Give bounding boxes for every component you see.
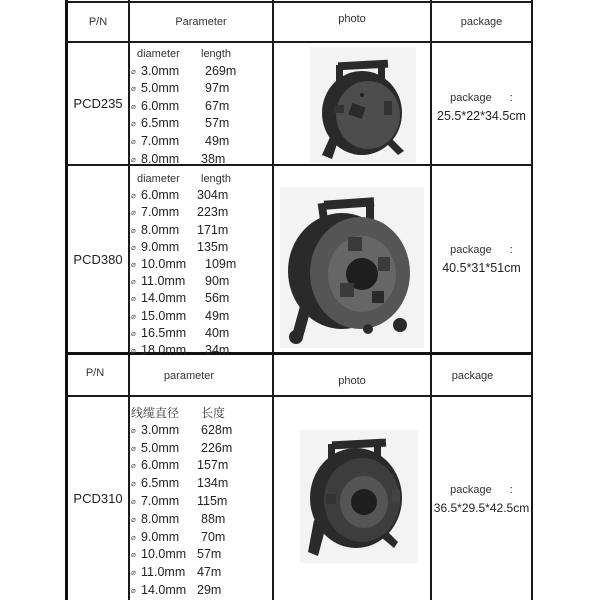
part-number: PCD380 [73,251,123,267]
header-photo: photo [338,375,366,387]
reel-illustration [310,47,416,163]
part-number: PCD310 [73,491,123,506]
header-parameter: Parameter [175,16,227,28]
reel-illustration [300,430,418,563]
package-size: 25.5*22*34.5cm [437,109,526,123]
diameter-heading: diameter [137,48,180,60]
package-info: package : 25.5*22*34.5cm [432,88,531,125]
header-package: package [451,370,494,382]
diameter-icon: ⌀ [131,66,136,76]
diameter-icon: ⌀ [131,425,136,435]
spec-row: ⌀ 7.0mm 223m [131,204,236,221]
spec-row: ⌀ 6.0mm 67m [131,98,236,116]
spec-row: ⌀ 14.0mm 29m [131,582,232,600]
cable-reel-image [280,187,424,348]
spec-list [131,405,232,600]
spec-row: ⌀ 11.0mm 47m [131,564,232,582]
diameter-icon: ⌀ [131,208,136,218]
spec-row: ⌀ 16.5mm 40m [131,325,236,342]
spec-row: ⌀ 5.0mm 226m [131,440,232,458]
diameter-icon: ⌀ [131,260,136,270]
spec-list-header [131,405,232,422]
spec-row: ⌀ 6.5mm 134m [131,475,232,493]
header-parameter: parameter [163,370,215,382]
cable-reel-image [300,430,418,563]
diameter-icon: ⌀ [131,225,136,235]
table-border-right [531,0,533,600]
header-pn: P/N [88,16,108,28]
diameter-icon: ⌀ [131,514,136,524]
spec-row: ⌀ 9.0mm 70m [131,529,232,547]
diameter-heading: 线缆直径 [131,406,180,420]
package-label: package [450,92,492,104]
spec-row: ⌀ 6.5mm 57m [131,115,236,133]
diameter-icon: ⌀ [131,328,136,338]
row-divider [65,41,533,43]
column-divider [272,0,274,600]
diameter-icon: ⌀ [131,311,136,321]
package-label: package [450,484,492,496]
spec-list-header [131,171,236,187]
diameter-icon: ⌀ [131,191,136,201]
spec-row: ⌀ 3.0mm 269m [131,63,236,81]
spec-row: ⌀ 6.0mm 304m [131,187,236,204]
package-info: package : 40.5*31*51cm [432,240,531,277]
spec-row: ⌀ 7.0mm 115m [131,493,232,511]
spec-row: ⌀ 10.0mm 109m [131,256,236,273]
spec-row: ⌀ 18.0mm 34m [131,342,236,359]
diameter-icon: ⌀ [131,568,136,578]
spec-list [131,171,236,359]
package-info: package : 36.5*29.5*42.5cm [433,484,530,515]
spec-row: ⌀ 5.0mm 97m [131,80,236,98]
spec-list-header [131,46,236,63]
spec-row: ⌀ 7.0mm 49m [131,133,236,151]
diameter-icon: ⌀ [131,496,136,506]
diameter-icon: ⌀ [131,443,136,453]
header-pn: P/N [85,367,105,379]
diameter-icon: ⌀ [131,136,136,146]
package-label: package [450,244,492,256]
spec-row: ⌀ 11.0mm 90m [131,273,236,290]
spec-row: ⌀ 8.0mm 38m [131,151,236,169]
diameter-icon: ⌀ [131,119,136,129]
spec-row: ⌀ 8.0mm 171m [131,222,236,239]
diameter-icon: ⌀ [131,294,136,304]
diameter-icon: ⌀ [131,101,136,111]
cable-reel-image [310,47,416,163]
reel-illustration [280,187,424,348]
diameter-icon: ⌀ [131,585,136,595]
spec-row: ⌀ 10.0mm 57m [131,546,232,564]
spec-row: ⌀ 9.0mm 135m [131,239,236,256]
diameter-icon: ⌀ [131,242,136,252]
column-divider [128,0,130,600]
diameter-icon: ⌀ [131,479,136,489]
spec-row: ⌀ 14.0mm 56m [131,290,236,307]
header-package: package [460,16,503,28]
diameter-icon: ⌀ [131,461,136,471]
spec-row: ⌀ 8.0mm 88m [131,511,232,529]
package-size: 36.5*29.5*42.5cm [433,501,530,515]
length-heading: 长度 [201,406,226,420]
diameter-icon: ⌀ [131,532,136,542]
spec-row: ⌀ 15.0mm 49m [131,308,236,325]
spec-row: ⌀ 3.0mm 628m [131,422,232,440]
diameter-icon: ⌀ [131,346,136,356]
diameter-icon: ⌀ [131,84,136,94]
diameter-icon: ⌀ [131,154,136,164]
length-heading: length [201,48,231,60]
diameter-icon: ⌀ [131,550,136,560]
spec-list [131,46,236,168]
spec-row: ⌀ 6.0mm 157m [131,457,232,475]
header-photo: photo [338,13,366,25]
diameter-icon: ⌀ [131,277,136,287]
package-size: 40.5*31*51cm [442,261,521,275]
length-heading: length [201,173,231,185]
diameter-heading: diameter [137,173,180,185]
part-number: PCD235 [73,96,123,111]
